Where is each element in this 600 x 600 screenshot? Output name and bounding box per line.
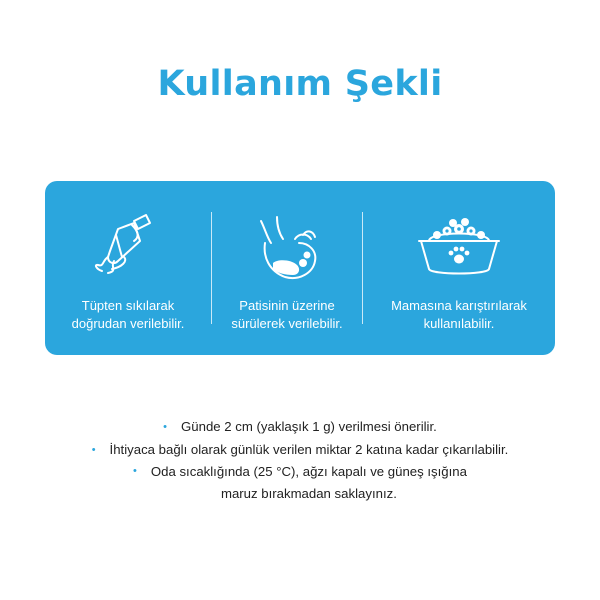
usage-panel	[45, 181, 555, 355]
step-paw	[212, 181, 362, 355]
step-bowl-label: Mamasına karıştırılarak kullanılabilir.	[391, 298, 527, 331]
list-item	[0, 416, 600, 439]
bullet: •	[91, 443, 96, 456]
usage-notes	[0, 416, 600, 504]
step-paw-label: Patisinin üzerine sürülerek verilebilir.	[231, 298, 343, 331]
note-text: Günde 2 cm (yaklaşık 1 g) verilmesi önerilir.	[181, 419, 437, 434]
note-text: Oda sıcaklığında (25 °C), ağzı kapalı ve güneş ışığına maruz bırakmadan saklayınız.	[150, 464, 467, 501]
step-bowl	[363, 181, 555, 355]
step-tube	[45, 181, 211, 355]
bullet: •	[133, 465, 137, 477]
paw-apply-icon	[247, 213, 327, 289]
list-item	[0, 439, 600, 462]
tube-squeeze-icon	[88, 211, 168, 281]
food-bowl-icon	[413, 213, 505, 283]
step-tube-label: Tüpten sıkılarak doğrudan verilebilir.	[71, 298, 185, 331]
page-title: Kullanım Şekli	[157, 64, 443, 104]
note-text: İhtiyaca bağlı olarak günlük verilen miktar 2 katına kadar çıkarılabilir.	[109, 441, 509, 457]
bullet: •	[163, 421, 168, 433]
list-item	[0, 461, 600, 504]
